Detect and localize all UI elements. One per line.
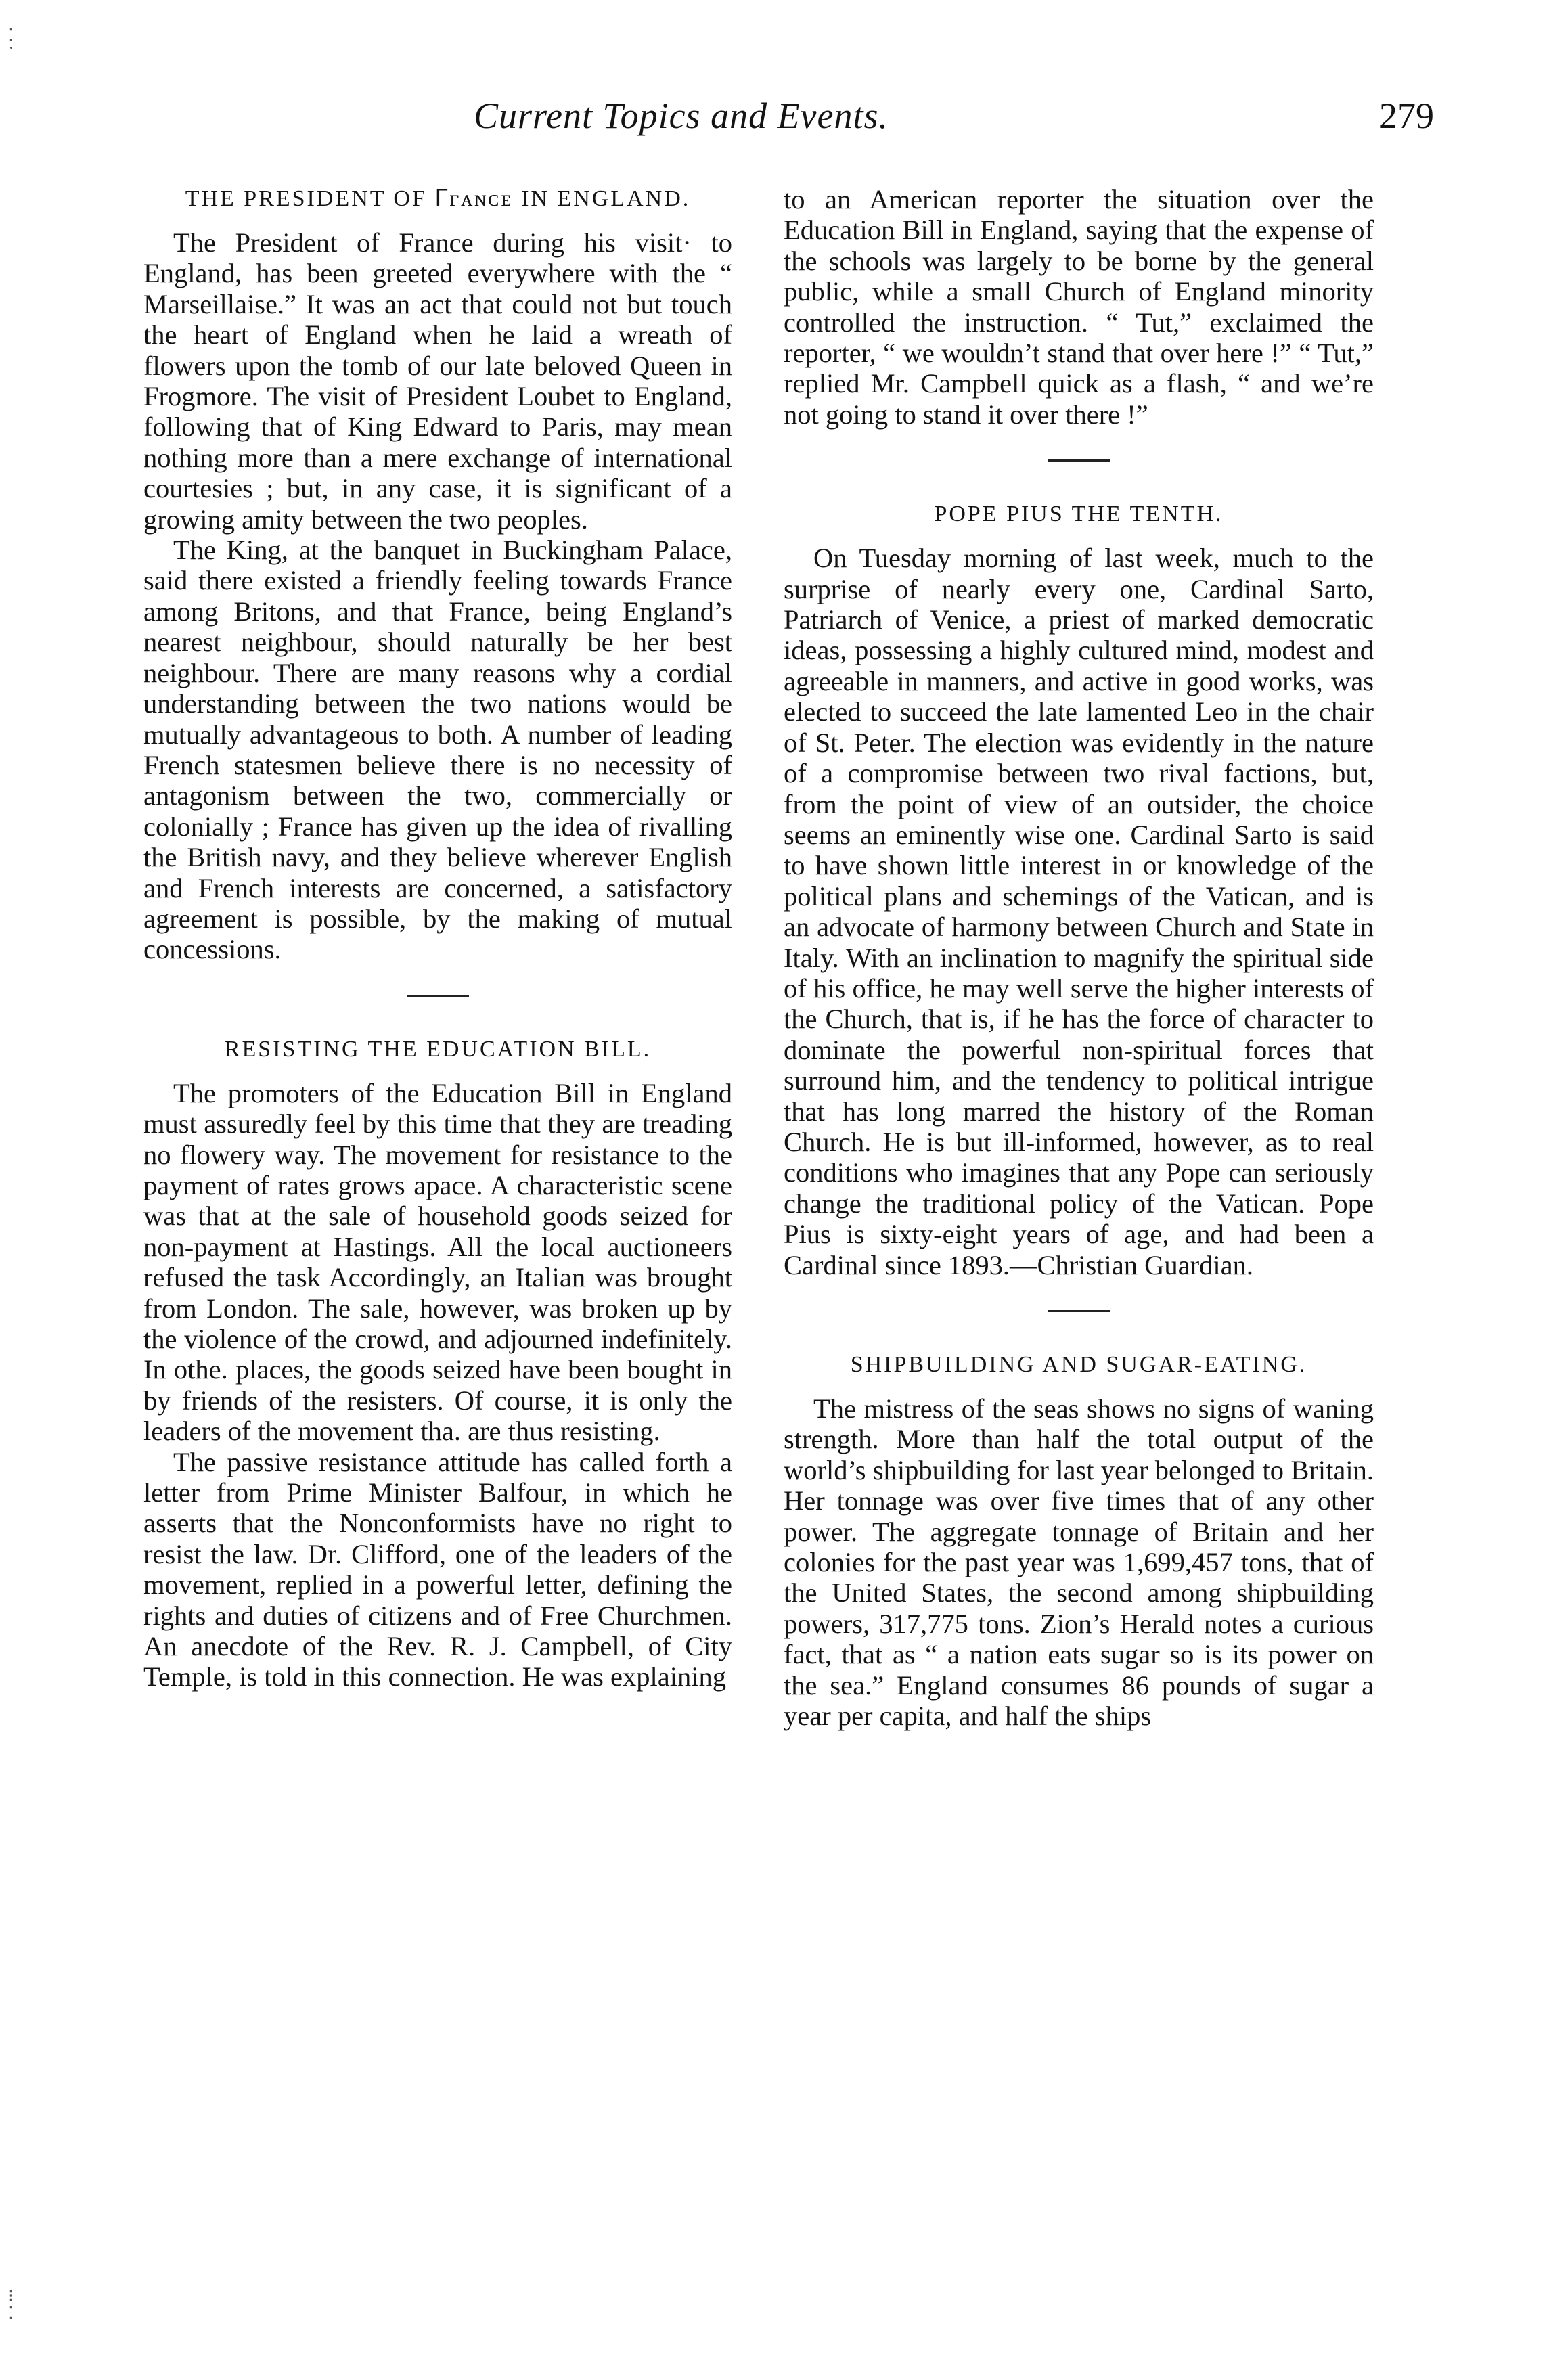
paragraph: The promoters of the Education Bill in England must assuredly feel by this time that they are treading no flowery way. The movement for resistance to the payment of rates grows apace. A characteristic scene was that at the sale of household goods seized for non-payment at Hastings. All the local auctioneers refused the task Accordingly, an Italian was brought from London. The sale, however, was broken up by the violence of the crowd, and adjourned indefinitely. In othe. places, the goods seized have been bought in by friends of the resisters. Of course, it is only the leaders of the movement tha. are thus resisting. [143, 1077, 732, 1447]
paragraph: The King, at the banquet in Buckingham Palace, said there existed a friendly feeling towards France among Britons, and that France, being England’s nearest neighbour, should naturally be her best neighbour. There are many reasons why a cordial understanding between the two nations would be mutually advantageous to both. A number of leading French statesmen believe there is no necessity of antagonism between the two, commercially or colonially ; France has given up the idea of rivalling the British navy, and they believe wherever English and French interests are concerned, a satisfactory agreement is possible, by the making of mutual concessions. [143, 535, 732, 965]
section-divider [1048, 459, 1110, 462]
paragraph: The President of France during his visit· to England, has been greeted everywhere with the “ Marseillaise.” It was an act that could not but touch the heart of England when he laid a wreath of flowers upon the tomb of our late beloved Queen in Frogmore. The visit of President Loubet to England, following that of King Edward to Paris, may mean nothing more than a mere exchange of international courtesies ; but, in any case, it is significant of a growing amity between the two peoples. [143, 227, 732, 535]
section-heading-shipbuilding: SHIPBUILDING AND SUGAR-EATING. [850, 1352, 1307, 1377]
margin-speck-top: ⁚ ˙ [8, 26, 14, 63]
right-column [784, 184, 1374, 1731]
page-number: 279 [1379, 95, 1434, 136]
paragraph-continued: to an American reporter the situation over the Education Bill in England, saying that the expense of the schools was largely to be borne by the general public, while a small Church of England minority controlled the instruction. “ Tut,” exclaimed the reporter, “ we wouldn’t stand that over here !” “ Tut,” replied Mr. Campbell quick as a flash, “ and we’re not going to stand it over there !” [784, 184, 1374, 430]
running-header [135, 95, 1454, 156]
left-column [143, 184, 732, 1692]
section-heading-pope-pius: POPE PIUS THE TENTH. [934, 501, 1224, 527]
section-heading-education-bill: RESISTING THE EDUCATION BILL. [224, 1036, 652, 1062]
section-divider [1048, 1310, 1110, 1312]
paragraph: The mistress of the seas shows no signs of waning strength. More than half the total output of the world’s shipbuilding for last year belonged to Britain. Her tonnage was over five times that of any other power. The aggregate tonnage of Britain and her colonies for the past year was 1,699,457 tons, that of the United States, the second among shipbuilding powers, 317,775 tons. Zion’s Herald notes a curious fact, that as “ a nation eats sugar so is its power on the sea.” England consumes 86 pounds of sugar a year per capita, and half the ships [784, 1393, 1374, 1732]
paragraph: The passive resistance attitude has called forth a letter from Prime Minister Balfour, in which he asserts that the Nonconformists have no right to resist the law. Dr. Clifford, one of the leaders of the movement, replied in a powerful letter, defining the rights and duties of citizens and of Free Churchmen. An anecdote of the Rev. R. J. Campbell, of City Temple, is told in this connection. He was explaining [143, 1446, 732, 1692]
paragraph: On Tuesday morning of last week, much to the surprise of nearly every one, Cardinal Sarto, Patriarch of Venice, a priest of marked democratic ideas, possessing a highly cultured mind, modest and agreeable in manners, and active in good works, was elected to succeed the late lamented Leo in the chair of St. Peter. The election was evidently in the nature of a compromise between two rival factions, but, from the point of view of an outsider, the choice seems an eminently wise one. Cardinal Sarto is said to have shown little interest in or knowledge of the political plans and schemings of the Vatican, and is an advocate of harmony between Church and State in Italy. With an inclination to magnify the spiritual side of his office, he may well serve the higher interests of the Church, that is, if he has the force of character to dominate the powerful non-spiritual forces that surround him, and the tendency to political intrigue that has long marred the history of the Roman Church. He is but ill-informed, however, as to real conditions who imagines that any Pope can seriously change the traditional policy of the Vatican. Pope Pius is sixty-eight years of age, and had been a Cardinal since 1893.—Christian Guardian. [784, 543, 1374, 1280]
section-divider [407, 995, 469, 997]
running-title: Current Topics and Events. [474, 95, 889, 136]
section-heading-president-of-france: THE PRESIDENT OF ᒥᴦᴀɴᴄᴇ IN ENGLAND. [185, 186, 691, 211]
margin-speck-bottom: ⁝ ⁚ [8, 2286, 14, 2323]
